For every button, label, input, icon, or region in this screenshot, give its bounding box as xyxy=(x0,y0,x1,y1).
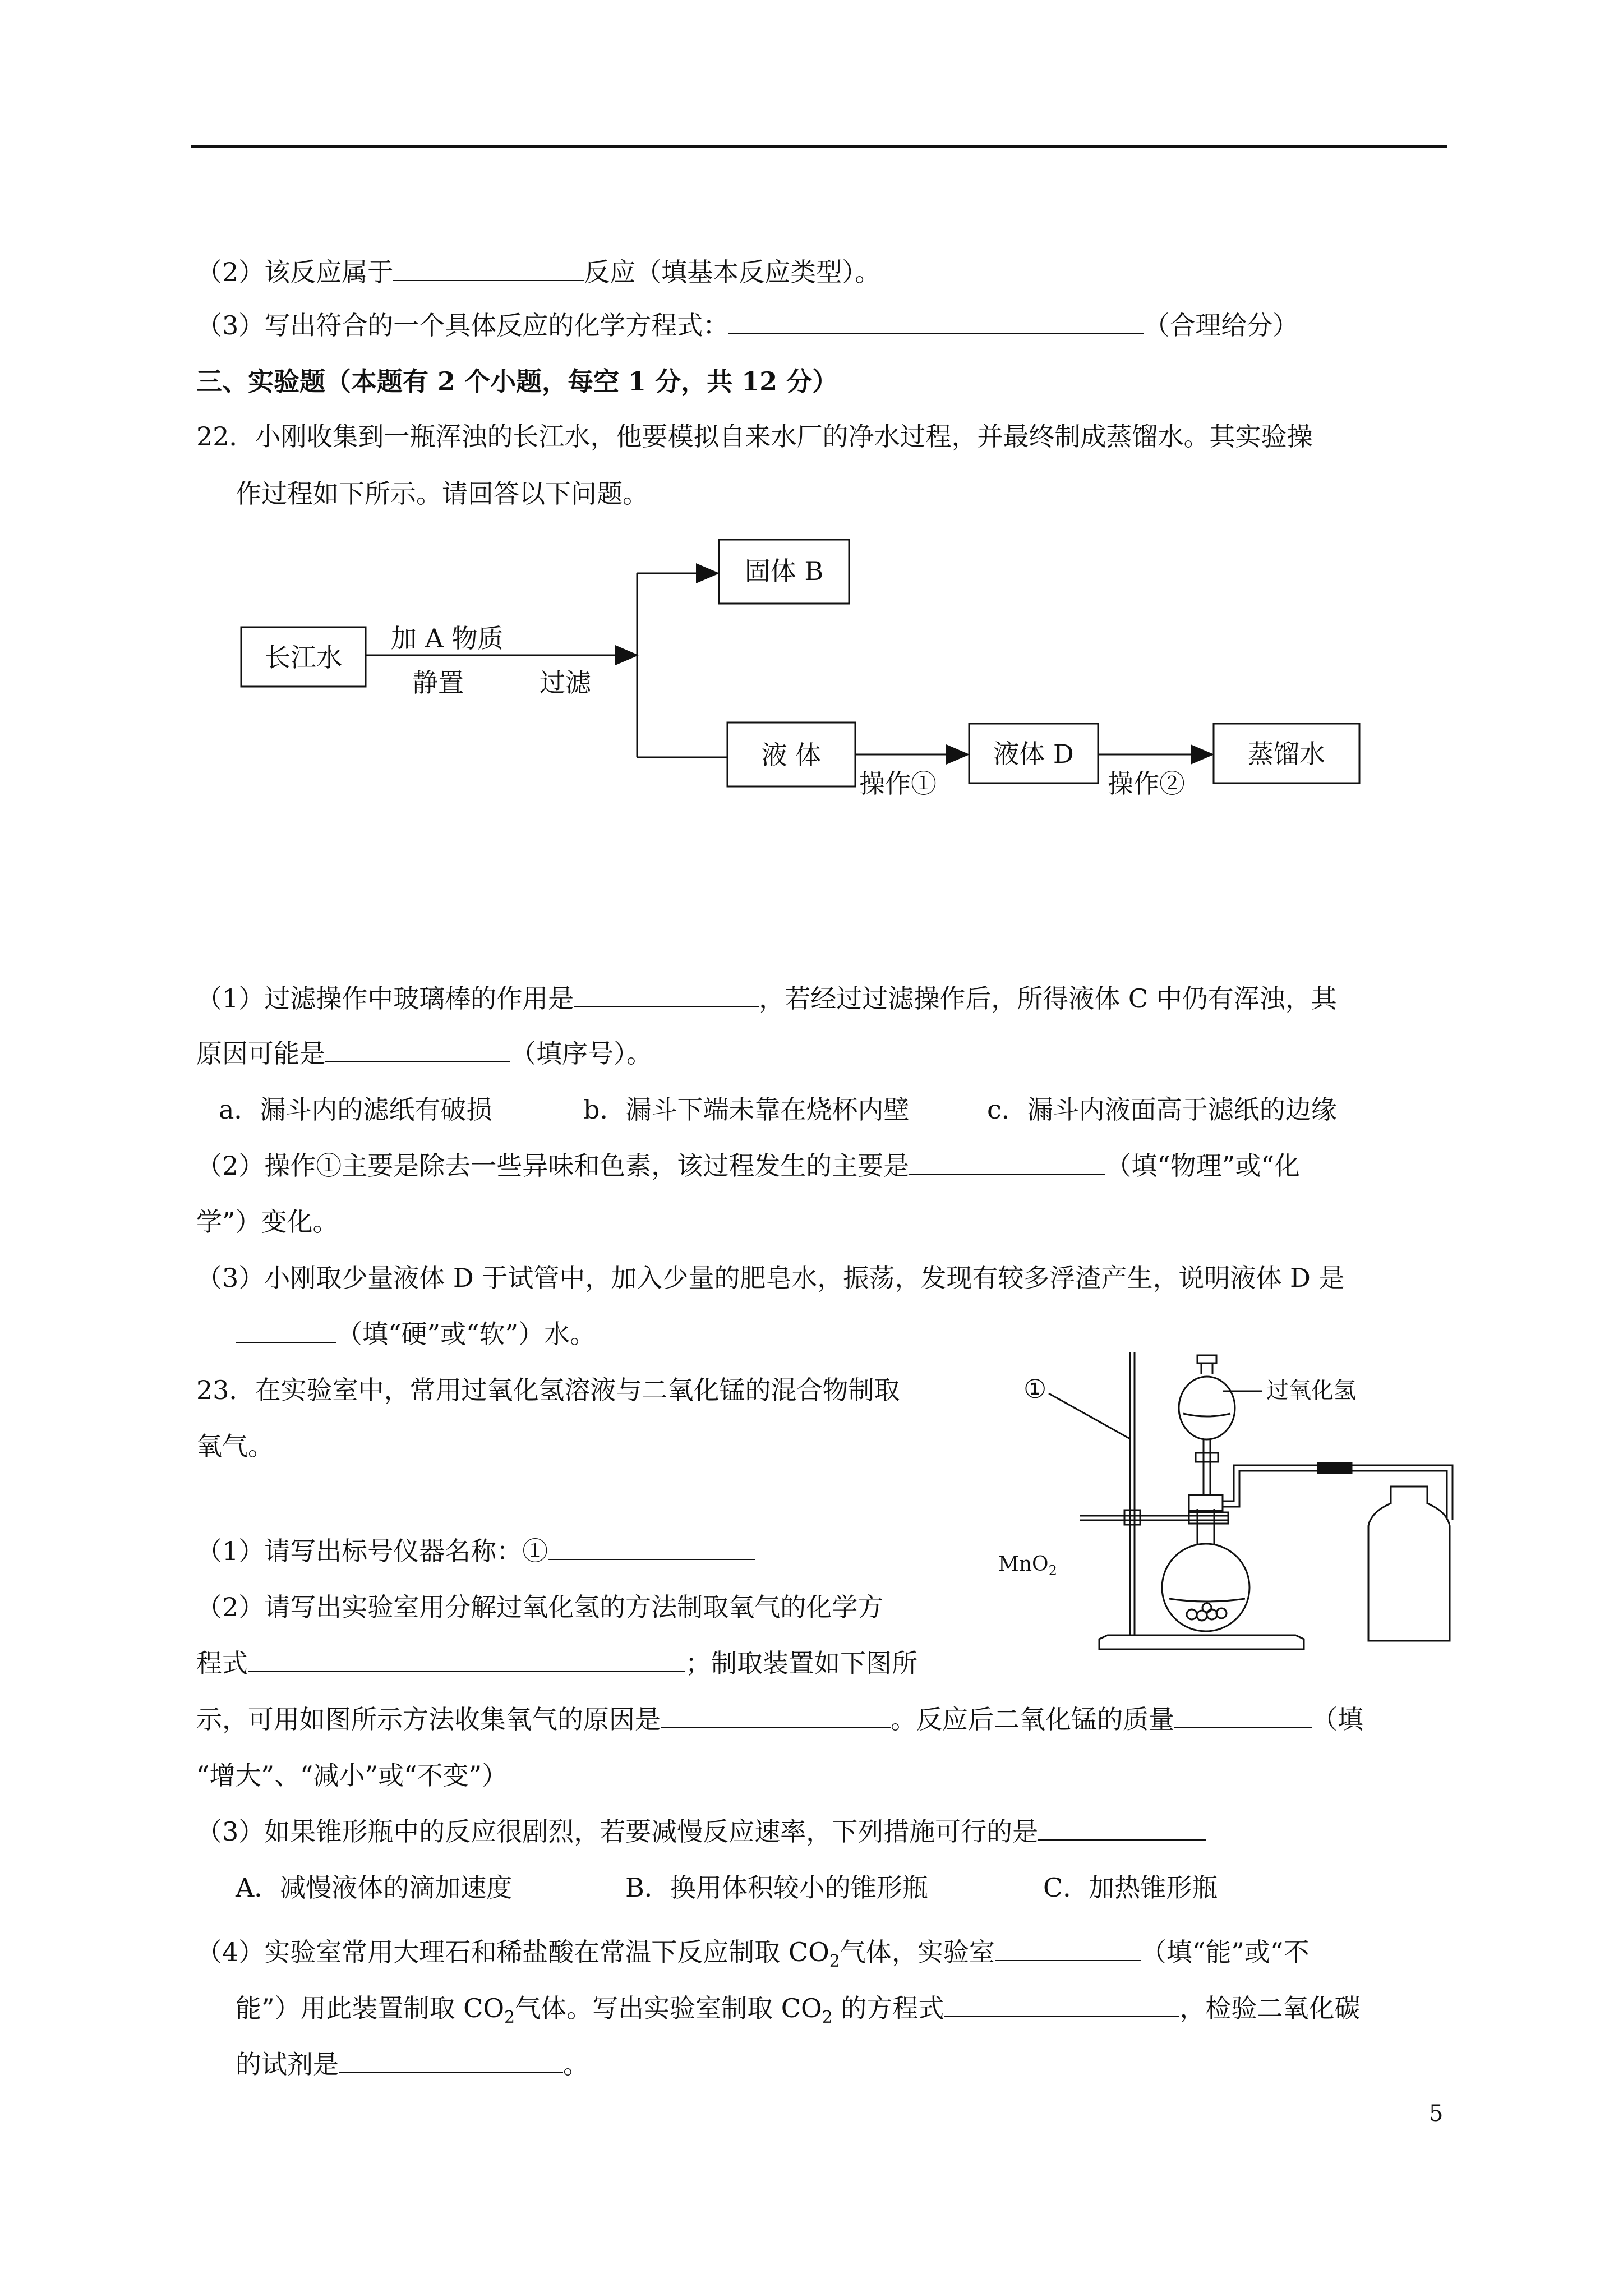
q23-part2-line3: 示，可用如图所示方法收集氧气的原因是 。反应后二氧化锰的质量 （填 xyxy=(196,1703,1363,1736)
q22-part2-line1: （2）操作①主要是除去一些异味和色素，该过程发生的主要是 （填“物理”或“化 xyxy=(196,1149,1300,1182)
answer-blank[interactable] xyxy=(548,1534,755,1560)
answer-blank[interactable] xyxy=(339,2047,563,2073)
answer-blank[interactable] xyxy=(574,982,759,1007)
q22-stem-cont: 作过程如下所示。请回答以下问题。 xyxy=(236,478,648,509)
q22-part1-line1: （1）过滤操作中玻璃棒的作用是 ，若经过过滤操作后，所得液体 C 中仍有浑浊，其 xyxy=(196,982,1337,1015)
collection-bottle xyxy=(1368,1487,1450,1641)
label-op1: 操作① xyxy=(859,769,937,799)
q22-part3-line2: （填“硬”或“软”）水。 xyxy=(236,1317,596,1351)
q23-stem-cont: 氧气。 xyxy=(196,1431,274,1461)
answer-blank[interactable] xyxy=(661,1703,891,1728)
answer-blank[interactable] xyxy=(909,1149,1105,1175)
label-liquid-d: 液体 D xyxy=(993,739,1074,769)
page-number: 5 xyxy=(1429,2101,1444,2127)
answer-blank[interactable] xyxy=(1174,1703,1312,1728)
separatory-funnel xyxy=(1179,1377,1235,1439)
label-settle: 静置 xyxy=(412,668,464,698)
q23-part2-line4: “增大”、“减小”或“不变”） xyxy=(196,1760,508,1791)
q22-stem: 22．小刚收集到一瓶浑浊的长江水，他要模拟自来水厂的净水过程，并最终制成蒸馏水。其实验操 xyxy=(196,421,1313,452)
q22-option-c: c．漏斗内液面高于滤纸的边缘 xyxy=(987,1094,1337,1125)
q23-stem: 23．在实验室中，常用过氧化氢溶液与二氧化锰的混合物制取 xyxy=(196,1375,900,1405)
q23-part4-line3: 的试剂是 。 xyxy=(236,2047,589,2081)
section-heading: 三、实验题（本题有 2 个小题，每空 1 分，共 12 分） xyxy=(196,366,838,397)
stopper xyxy=(1189,1495,1223,1511)
q21-part3: （3）写出符合的一个具体反应的化学方程式： （合理给分） xyxy=(196,309,1298,342)
q23-part1: （1）请写出标号仪器名称：① xyxy=(196,1534,755,1568)
answer-blank[interactable] xyxy=(248,1646,685,1672)
q22-option-b: b．漏斗下端未靠在烧杯内壁 xyxy=(583,1094,910,1125)
label-add-a: 加 A 物质 xyxy=(391,623,504,654)
q23-part4-line2: 能”）用此装置制取 $CO_2$气体。写出实验室制取 $CO_2$ 的方程式 ，检验二氧化碳 xyxy=(236,1991,1360,2035)
q22-option-a: a．漏斗内的滤纸有破损 xyxy=(219,1094,492,1125)
q21-part2: （2）该反应属于 反应（填基本反应类型）。 xyxy=(196,255,880,289)
label-water: 长江水 xyxy=(265,642,342,673)
label-filter: 过滤 xyxy=(540,668,591,698)
q22-part1-line2: 原因可能是 （填序号）。 xyxy=(196,1037,652,1070)
answer-blank[interactable] xyxy=(944,1991,1179,2017)
q22-part3-line1: （3）小刚取少量液体 D 于试管中，加入少量的肥皂水，振荡，发现有较多浮渣产生，说明液体 D 是 xyxy=(196,1263,1345,1293)
q23-part2-line2: 程式 ；制取装置如下图所 xyxy=(196,1646,917,1680)
label-mno2: MnO$_2$ xyxy=(998,1553,1057,1579)
q23-option-c: C．加热锥形瓶 xyxy=(1043,1872,1218,1903)
q22-flow-diagram xyxy=(0,0,1623,954)
q23-part3: （3）如果锥形瓶中的反应很剧烈，若要减慢反应速率，下列措施可行的是 xyxy=(196,1815,1206,1848)
label-1: ① xyxy=(1023,1374,1047,1404)
q23-part2-line1: （2）请写出实验室用分解过氧化氢的方法制取氧气的化学方 xyxy=(196,1592,884,1622)
answer-blank[interactable] xyxy=(325,1037,510,1062)
stand-base xyxy=(1099,1635,1304,1649)
q22-part2-line2: 学”）变化。 xyxy=(196,1207,339,1237)
answer-blank[interactable] xyxy=(1038,1815,1206,1841)
answer-blank[interactable] xyxy=(236,1317,336,1343)
answer-blank[interactable] xyxy=(995,1935,1141,1961)
label-solid-b: 固体 B xyxy=(744,556,824,586)
label-op2: 操作② xyxy=(1108,769,1185,799)
label-h2o2: 过氧化氢 xyxy=(1266,1378,1356,1404)
q23-part4-line1: （4）实验室常用大理石和稀盐酸在常温下反应制取 $CO_2$气体，实验室 （填“能”或“不 xyxy=(196,1935,1309,1978)
q23-option-a: A．减慢液体的滴加速度 xyxy=(236,1872,513,1903)
label-distilled: 蒸馏水 xyxy=(1248,739,1325,769)
apparatus-figure xyxy=(998,1335,1458,1660)
q23-option-b: B．换用体积较小的锥形瓶 xyxy=(625,1872,928,1903)
label-liquid: 液 体 xyxy=(761,740,822,770)
